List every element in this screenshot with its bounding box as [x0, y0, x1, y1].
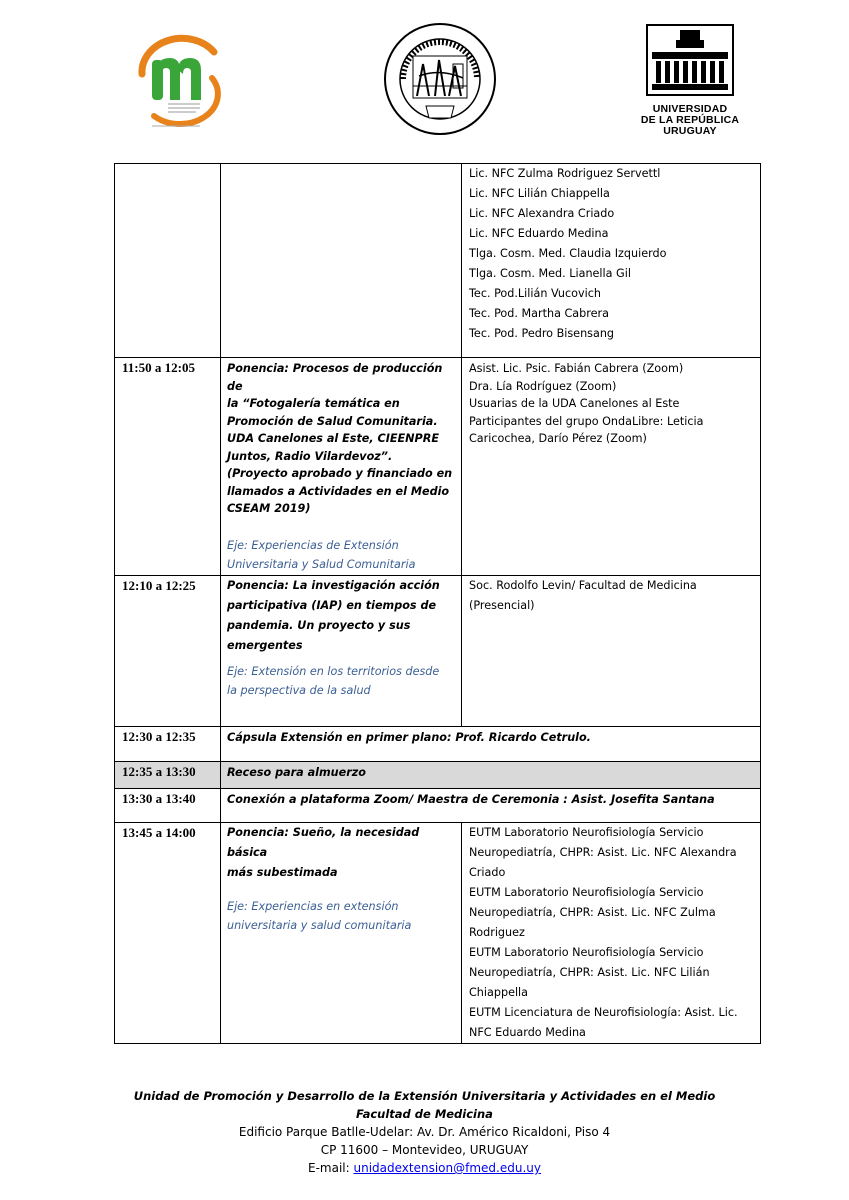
person-line: Tlga. Cosm. Med. Lianella Gil [469, 267, 631, 280]
time-cell [115, 726, 221, 761]
talk-title-line: emergentes [227, 638, 303, 652]
talk-cell [221, 822, 462, 1043]
person-line: Usuarias de la UDA Canelones al Este [469, 397, 680, 410]
udelar-name-line2: DE LA REPÚBLICA [640, 114, 740, 126]
person-line: EUTM Licenciatura de Neurofisiología: Asist. Lic. [469, 1005, 738, 1019]
udelar-name-line1: UNIVERSIDAD [652, 103, 728, 115]
footer-faculty: Facultad de Medicina [356, 1107, 493, 1121]
person-line: EUTM Laboratorio Neurofisiología Servicio [469, 945, 704, 959]
talk-title-line: Ponencia: Procesos de producción de [227, 362, 443, 393]
table-row-break [115, 761, 761, 788]
talk-cell [221, 358, 462, 576]
udelar-logo [640, 24, 740, 140]
udelar-building-icon [646, 24, 734, 96]
time-cell [115, 164, 221, 358]
footer-address: Edificio Parque Batlle-Udelar: Av. Dr. Américo Ricaldoni, Piso 4 [238, 1125, 611, 1139]
table-row [115, 164, 761, 358]
talk-title-line: Juntos, Radio Vilardevoz”. [227, 449, 393, 463]
extension-unit-logo [128, 30, 226, 132]
person-line: Participantes del grupo OndaLibre: Leticia [469, 414, 704, 428]
footer-email-line [0, 1159, 849, 1177]
person-line: Neuropediatría, CHPR: Asist. Lic. NFC Alexandra [469, 845, 737, 859]
time-slot: 12:30 a 12:35 [122, 728, 196, 744]
person-line: Caricochea, Darío Pérez (Zoom) [469, 432, 647, 445]
table-row [115, 788, 761, 822]
agenda-item: Conexión a plataforma Zoom/ Maestra de Ceremonia : Asist. Josefita Santana [227, 792, 715, 806]
axis-line: Eje: Experiencias de Extensión [227, 538, 399, 552]
talk-title-line: UDA Canelones al Este, CIEENPRE [227, 432, 439, 445]
talk-title-line: llamados a Actividades en el Medio [227, 484, 450, 498]
talk-title-line: (Proyecto aprobado y financiado en [227, 467, 453, 480]
time-cell [115, 822, 221, 1043]
table-row [115, 822, 761, 1043]
footer-unit-name: Unidad de Promoción y Desarrollo de la Extensión Universitaria y Actividades en el Medio [133, 1089, 716, 1103]
talk-title-line: Ponencia: Sueño, la necesidad básica [227, 825, 420, 859]
person-line: (Presencial) [469, 598, 535, 612]
talk-cell [221, 575, 462, 726]
person-line: NFC Eduardo Medina [469, 1025, 586, 1039]
axis-line: Eje: Extensión en los territorios desde [227, 664, 440, 678]
program-table [114, 163, 761, 1044]
footer-city: CP 11600 – Montevideo, URUGUAY [320, 1143, 529, 1157]
time-slot: 12:35 a 13:30 [122, 763, 196, 779]
agenda-item: Receso para almuerzo [227, 765, 366, 779]
time-cell [115, 761, 221, 788]
person-line: Tlga. Cosm. Med. Claudia Izquierdo [469, 247, 667, 260]
table-row [115, 575, 761, 726]
person-line: Soc. Rodolfo Levin/ Facultad de Medicina [469, 578, 697, 592]
time-slot: 13:45 a 14:00 [122, 824, 196, 840]
span-cell [221, 788, 761, 822]
faculty-of-medicine-seal [383, 20, 497, 138]
time-slot: 11:50 a 12:05 [122, 360, 195, 375]
person-line: Neuropediatría, CHPR: Asist. Lic. NFC Lilián [469, 965, 710, 979]
time-cell [115, 358, 221, 576]
talk-title-line: Ponencia: La investigación acción [227, 578, 440, 592]
person-line: Tec. Pod. Martha Cabrera [469, 307, 609, 320]
time-cell [115, 575, 221, 726]
talk-title-line: pandemia. Un proyecto y sus [227, 618, 411, 632]
udelar-name-line3: URUGUAY [663, 125, 717, 137]
axis-line: Eje: Experiencias en extensión [227, 899, 399, 913]
person-line: EUTM Laboratorio Neurofisiología Servicio [469, 885, 704, 899]
time-slot: 13:30 a 13:40 [122, 790, 196, 806]
axis-line: universitaria y salud comunitaria [227, 919, 412, 932]
talk-title-line: Promoción de Salud Comunitaria. [227, 414, 438, 428]
talk-title-line: la “Fotogalería temática en [227, 397, 400, 410]
talk-title-line: CSEAM 2019) [227, 502, 311, 515]
footer-email-label: E-mail: [308, 1161, 354, 1175]
span-cell [221, 726, 761, 761]
talk-cell [221, 164, 462, 358]
people-cell [462, 822, 761, 1043]
axis-line: Universitaria y Salud Comunitaria [227, 558, 416, 571]
person-line: Tec. Pod. Pedro Bisensang [469, 327, 615, 340]
person-line: Criado [469, 865, 506, 879]
footer-email-link[interactable]: unidadextension@fmed.edu.uy [353, 1161, 541, 1175]
person-line: Lic. NFC Eduardo Medina [469, 227, 609, 240]
person-line: EUTM Laboratorio Neurofisiología Servicio [469, 825, 704, 839]
person-line: Chiappella [469, 985, 529, 999]
table-row [115, 358, 761, 576]
person-line: Asist. Lic. Psic. Fabián Cabrera (Zoom) [469, 362, 684, 375]
talk-title-line: participativa (IAP) en tiempos de [227, 598, 437, 612]
time-slot: 12:10 a 12:25 [122, 577, 196, 593]
people-cell [462, 164, 761, 358]
person-line: Dra. Lía Rodríguez (Zoom) [469, 379, 617, 393]
people-cell [462, 575, 761, 726]
time-cell [115, 788, 221, 822]
person-line: Lic. NFC Alexandra Criado [469, 207, 615, 220]
table-row [115, 726, 761, 761]
person-line: Rodriguez [469, 925, 525, 939]
person-line: Lic. NFC Lilián Chiappella [469, 187, 610, 200]
people-cell [462, 358, 761, 576]
person-line: Tec. Pod.Lilián Vucovich [469, 287, 601, 300]
axis-line: la perspectiva de la salud [227, 684, 371, 697]
person-line: Lic. NFC Zulma Rodriguez Servettl [469, 167, 661, 180]
agenda-item: Cápsula Extensión en primer plano: Prof. Ricardo Cetrulo. [227, 730, 591, 744]
page-footer [0, 1087, 849, 1177]
talk-title-line: más subestimada [227, 865, 338, 879]
span-cell [221, 761, 761, 788]
person-line: Neuropediatría, CHPR: Asist. Lic. NFC Zulma [469, 905, 716, 919]
